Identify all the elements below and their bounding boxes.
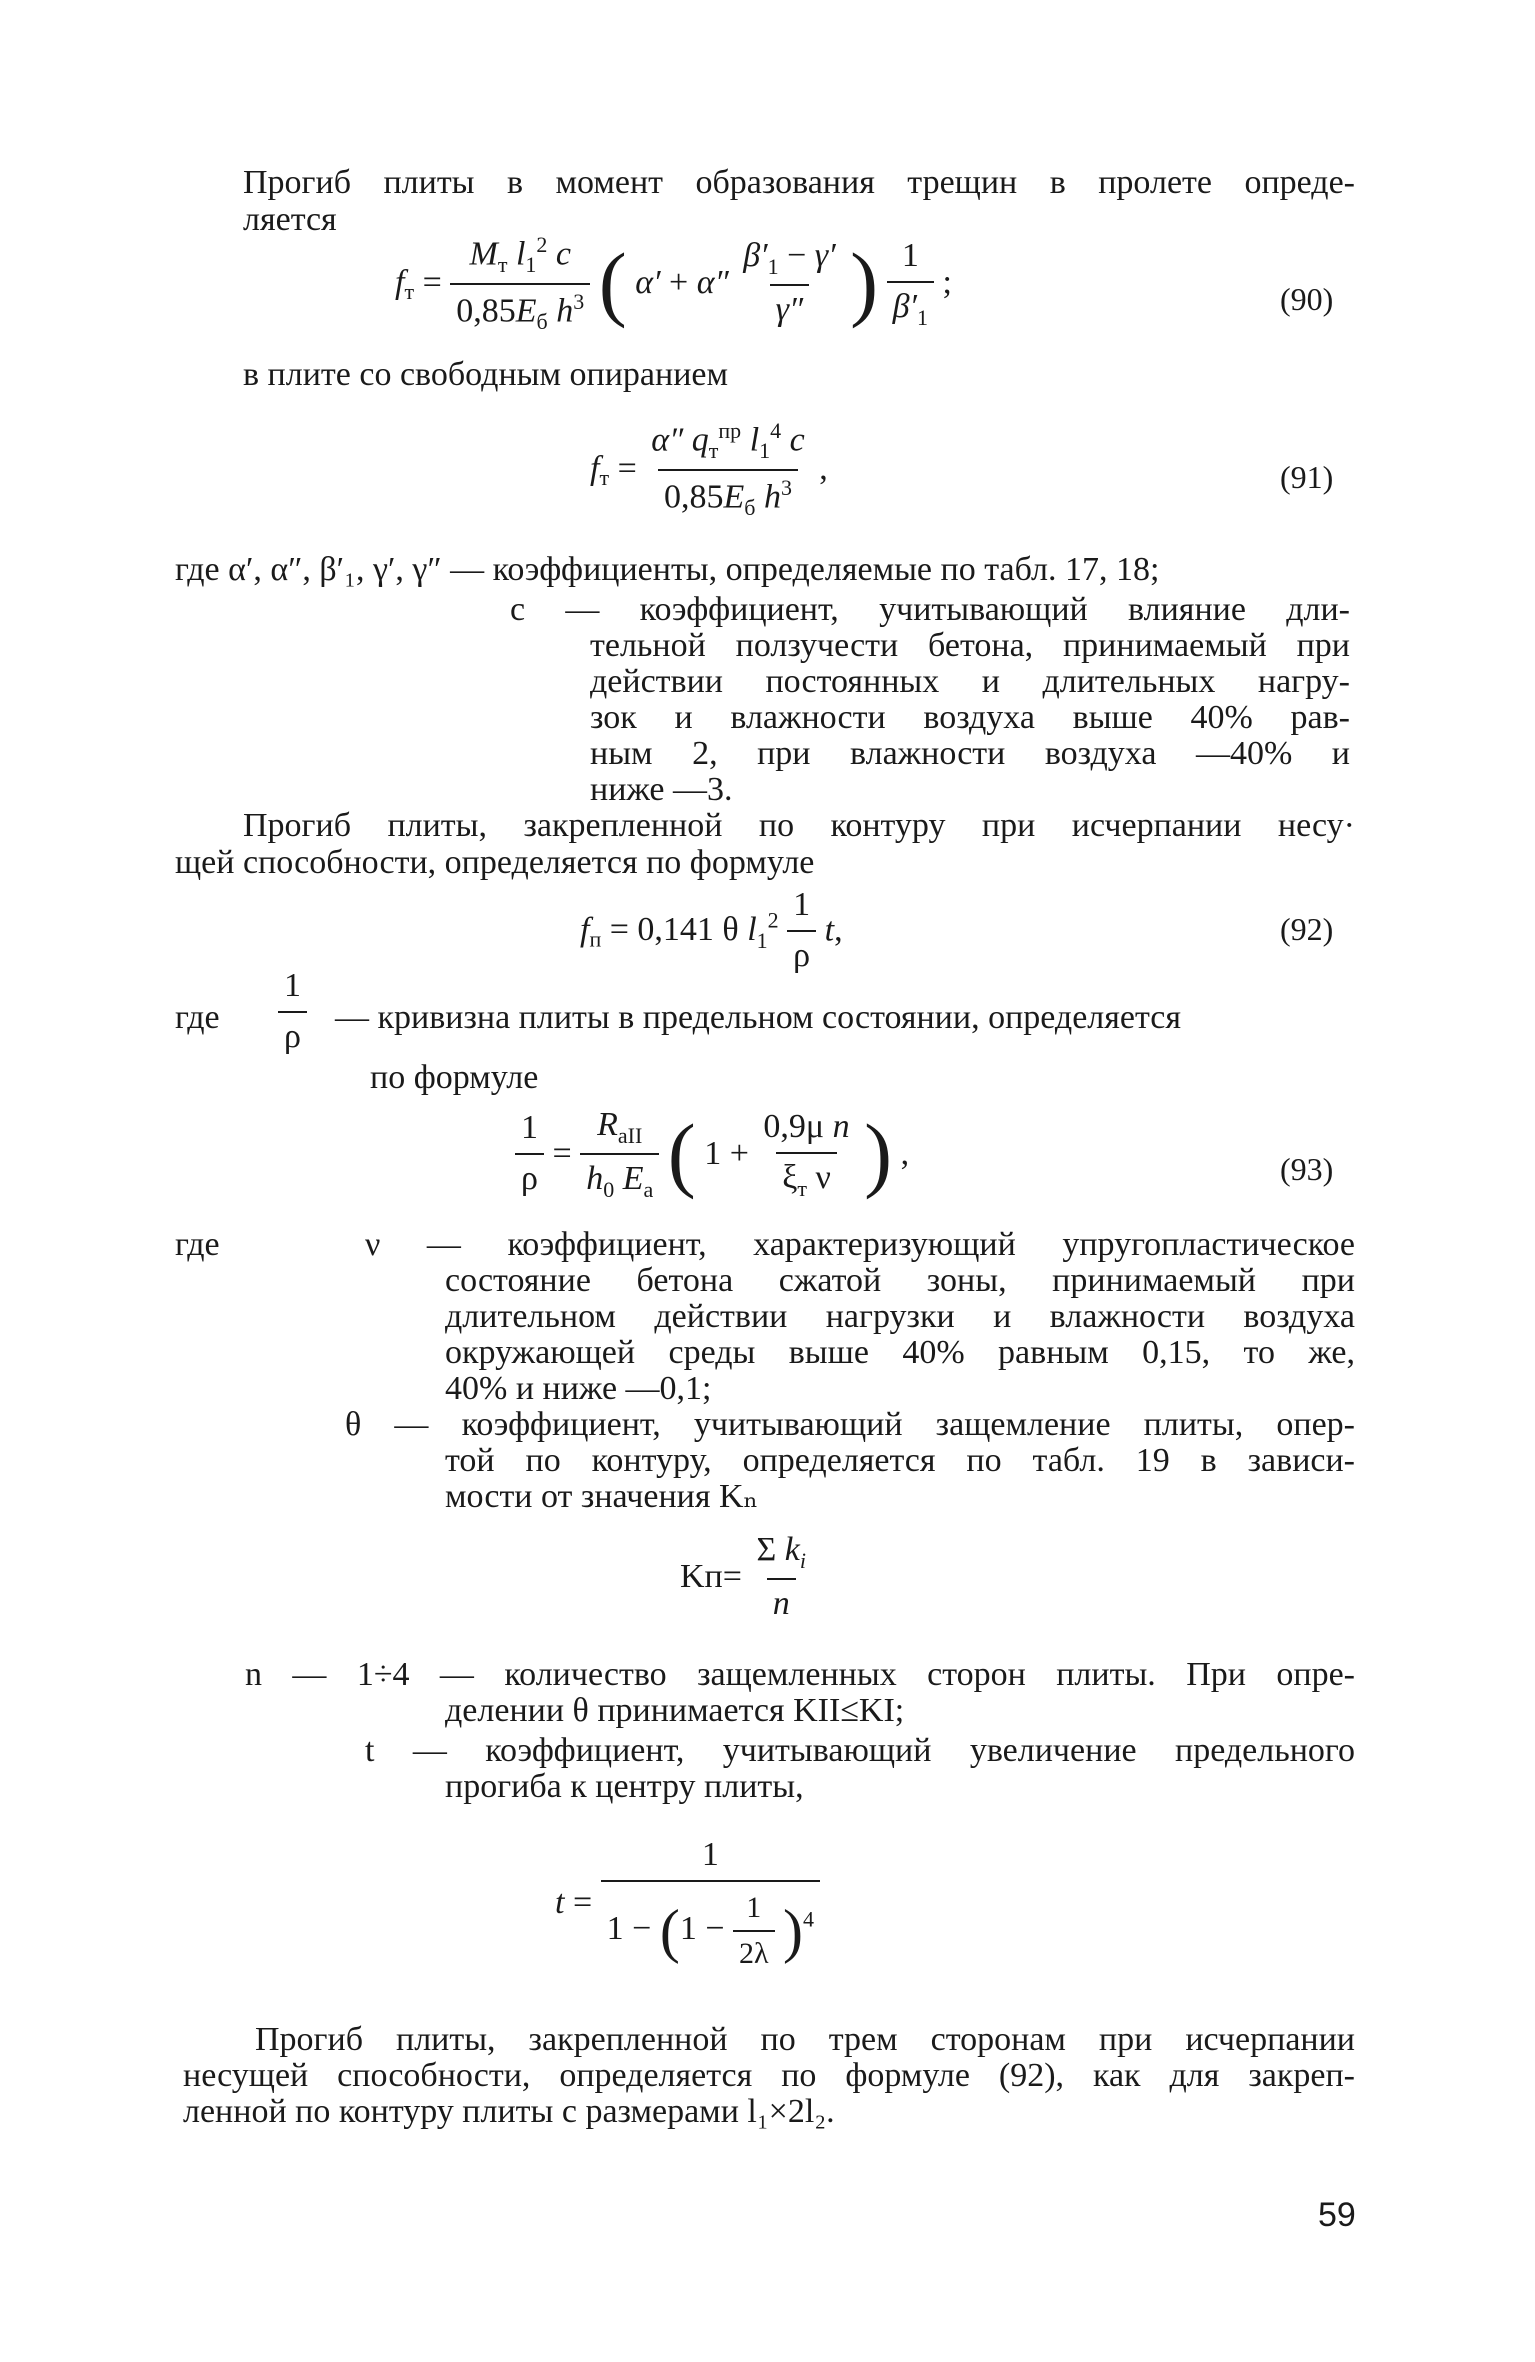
t-def-line-2: прогиба к центру плиты, <box>445 1768 804 1805</box>
c-def-line-4: зок и влажности воздуха выше 40% рав- <box>590 699 1350 736</box>
equation-90-number: (90) <box>1280 281 1334 317</box>
equation-92: $f_п = 0,141$ θ $l_1^2$ $\frac{1}{\rho}$ t, <box>580 885 843 977</box>
contour-line-1: Прогиб плиты, закрепленной по контуру при исчерпании несу· <box>243 807 1355 844</box>
c-def-line-1: c — коэффициент, учитывающий влияние дли- <box>510 591 1350 628</box>
page-number: 59 <box>1318 2196 1356 2234</box>
t-def-line-1: t — коэффициент, учитывающий увеличение предельного <box>365 1732 1355 1769</box>
where-word-2: где <box>175 999 220 1036</box>
curvature-text-2: по формуле <box>370 1059 539 1096</box>
contour-line-2: щей способности, определяется по формуле <box>175 844 815 881</box>
theta-def-line-3: мости от значения Kₙ <box>445 1478 759 1515</box>
equation-90: $f_т$ = $\frac{M_т l_1^2 c}{0,85E_б h^3}$ ( α′ + α″ $\frac{\beta'_1 - \gamma'}{\gamma''}$ ) $\frac{1}{\beta'_1}$ ; <box>395 232 952 334</box>
equation-93-number: (93) <box>1280 1151 1334 1187</box>
c-def-line-6: ниже —3. <box>590 771 733 808</box>
nu-def-line-1: ν — коэффициент, характеризующий упругопластическое <box>365 1226 1355 1263</box>
nu-def-line-5: 40% и ниже —0,1; <box>445 1370 712 1407</box>
n-def-line-1: n — 1÷4 — количество защемленных сторон плиты. При опре- <box>245 1656 1355 1693</box>
c-def-line-2: тельной ползучести бетона, принимаемый при <box>590 627 1350 664</box>
nu-def-line-4: окружающей среды выше 40% равным 0,15, то же, <box>445 1334 1355 1371</box>
kn-equation: Kп= $\frac{\Sigma k_i}{n}$ <box>680 1530 812 1625</box>
where-word-3: где <box>175 1226 220 1263</box>
equation-92-number: (92) <box>1280 911 1334 947</box>
c-def-line-3: действии постоянных и длительных нагру- <box>590 663 1350 700</box>
theta-def-line-1: θ — коэффициент, учитывающий защемление плиты, опер- <box>345 1406 1355 1443</box>
n-def-line-2: делении θ принимается KII≤KI; <box>445 1692 905 1729</box>
final-line-1: Прогиб плиты, закрепленной по трем сторонам при исчерпании <box>255 2021 1355 2058</box>
final-line-3: ленной по контуру плиты с размерами l₁×2l₂. <box>183 2093 835 2130</box>
equation-91: $f_т$ = $\frac{\alpha'' q_т^{пр} l_1^4 c}{0,85E_б h^3}$ , <box>590 418 828 520</box>
c-def-line-5: ным 2, при влажности воздуха —40% и <box>590 735 1350 772</box>
theta-def-line-2: той по контуру, определяется по табл. 19 в зависи- <box>445 1442 1355 1479</box>
intro-line-1: Прогиб плиты в момент образования трещин в пролете опреде- <box>243 164 1355 201</box>
nu-def-line-3: длительном действии нагрузки и влажности воздуха <box>445 1298 1355 1335</box>
kn-label: Kп= <box>680 1558 742 1596</box>
intro-line-2: ляется <box>243 201 337 238</box>
final-line-2: несущей способности, определяется по формуле (92), как для закреп- <box>183 2057 1355 2094</box>
where-coefficients: где α′, α″, β′₁, γ′, γ″ — коэффициенты, определяемые по табл. 17, 18; <box>175 551 1160 588</box>
curvature-fraction: $\frac{1}{\rho}$ <box>278 966 307 1058</box>
equation-91-number: (91) <box>1280 459 1334 495</box>
equation-93: $\frac{1}{\rho}$ = $\frac{R_{aII}}{h_0 E_a}$ ( 1 + $\frac{\text{0,9μ n}}{\xi_т \nu}$ ) , <box>515 1105 909 1203</box>
nu-def-line-2: состояние бетона сжатой зоны, принимаемый при <box>445 1262 1355 1299</box>
curvature-text-1: — кривизна плиты в предельном состоянии, определяется <box>335 999 1181 1036</box>
free-support-text: в плите со свободным опиранием <box>243 356 729 393</box>
t-equation: t = 1 1 − (1 − $\frac{1}{2\lambda}$ )$^4$ <box>555 1835 820 1972</box>
